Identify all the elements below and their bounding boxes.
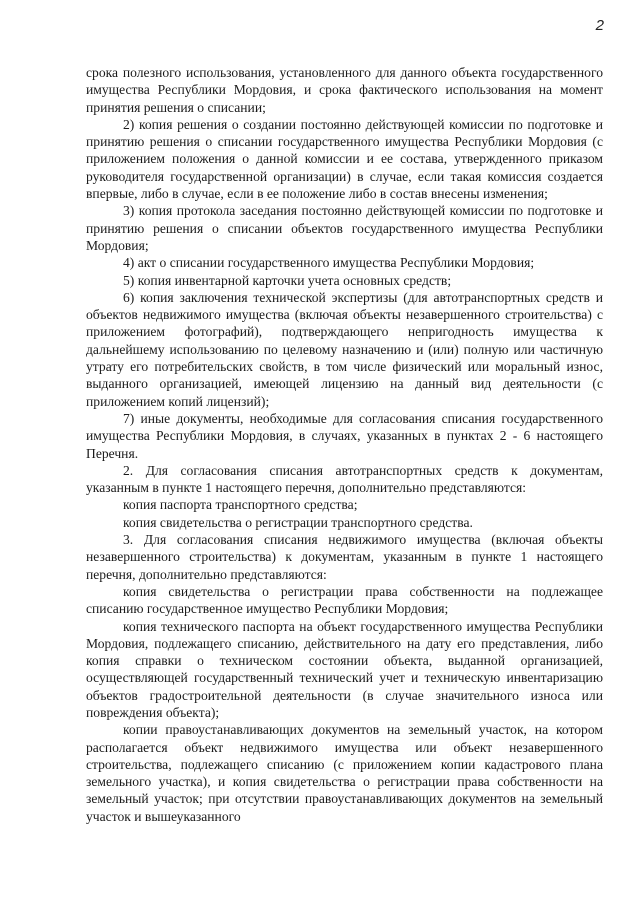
paragraph-item-6: 6) копия заключения технической экспертизы (для автотранспортных средств и объектов недвижимого имущества (включая объекты незавершенного строительства) с приложением фотографий), подтверждающего непригодность имущества к дальнейшему использованию по целевому назначению и (или) полную или частичную утрату его потребительских свойств, в том числе физический или моральный износ, выданного организацией, имеющей лицензию на данный вид деятельности (с приложением копий лицензий); bbox=[86, 289, 603, 409]
document-body bbox=[86, 64, 603, 825]
paragraph-section-2-doc-1: копия паспорта транспортного средства; bbox=[123, 497, 358, 513]
paragraph-item-2: 2) копия решения о создании постоянно действующей комиссии по подготовке и принятию решения о списании государственного имущества Республики Мордовия (с приложением положения о данной комиссии и ее состава, утвержденного приказом руководителя государственной организации) в случае, если такая комиссия создается впервые, либо в случае, если в ее положение либо в состав внесены изменения; bbox=[86, 116, 603, 202]
paragraph-section-3-doc-2: копия технического паспорта на объект государственного имущества Республики Мордовия, подлежащего списанию, действительного на дату его представления, либо копия справки о техническом состоянии объекта, выданной организацией, осуществляющей государственный технический учет и техническую инвентаризацию объектов градостроительной деятельности (в случае значительного износа или повреждения объекта); bbox=[86, 618, 603, 720]
paragraph-section-3-doc-1: копия свидетельства о регистрации права собственности на подлежащее списанию государственное имущество Республики Мордовия; bbox=[86, 583, 603, 617]
paragraph-item-3: 3) копия протокола заседания постоянно действующей комиссии по подготовке и принятию решения о списании объектов государственного имущества Республики Мордовия; bbox=[86, 203, 603, 253]
paragraph-section-3: 3. Для согласования списания недвижимого имущества (включая объекты незавершенного строительства) к документам, указанным в пункте 1 настоящего перечня, дополнительно представляются: bbox=[86, 532, 603, 582]
paragraph-continuation: срока полезного использования, установленного для данного объекта государственного имущества Республики Мордовия, и срока фактического использования на момент принятия решения о списании; bbox=[86, 65, 603, 115]
paragraph-item-5: 5) копия инвентарной карточки учета основных средств; bbox=[123, 272, 452, 288]
paragraph-item-7: 7) иные документы, необходимые для согласования списания государственного имущества Республики Мордовия, в случаях, указанных в пунктах 2 - 6 настоящего Перечня. bbox=[86, 410, 603, 461]
page-number: 2 bbox=[595, 17, 604, 34]
paragraph-section-3-doc-3: копии правоустанавливающих документов на земельный участок, на котором располагается объект недвижимого имущества или объект незавершенного строительства, подлежащего списанию (с приложением копии кадастрового плана земельного участка), и копия свидетельства о регистрации права собственности на земельный участок; при отсутствии правоустанавливающих документов на земельный участок и вышеуказанного bbox=[86, 722, 603, 824]
paragraph-section-2: 2. Для согласования списания автотранспортных средств к документам, указанным в пункте 1 настоящего перечня, дополнительно представляются: bbox=[86, 462, 603, 496]
paragraph-item-4: 4) акт о списании государственного имущества Республики Мордовия; bbox=[123, 255, 535, 271]
paragraph-section-2-doc-2: копия свидетельства о регистрации транспортного средства. bbox=[123, 514, 473, 530]
